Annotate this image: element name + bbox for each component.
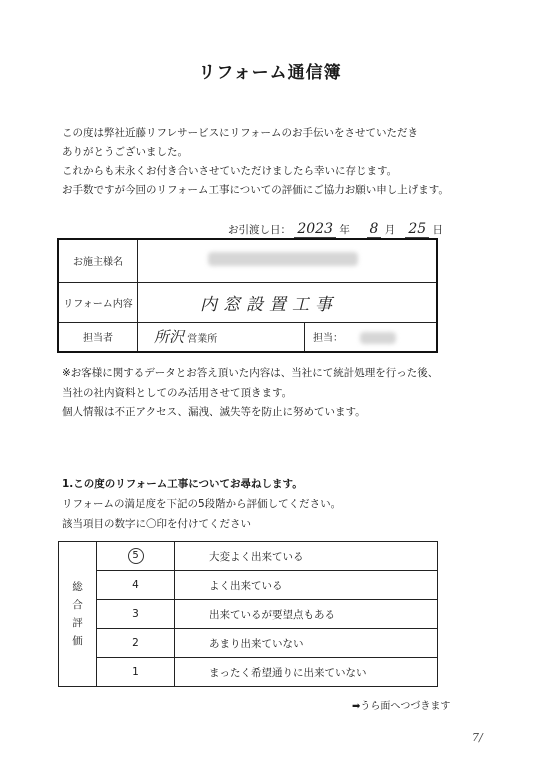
rating-row[interactable] <box>59 542 438 571</box>
month-unit: 月 <box>384 224 396 236</box>
rating-table <box>58 541 438 687</box>
handover-day[interactable]: 25 <box>405 221 429 238</box>
office-name: 所沢 <box>154 328 185 347</box>
reform-content-value: 内窓設置工事 <box>200 294 338 315</box>
customer-name-field[interactable] <box>138 239 438 282</box>
instruction-line: 該当項目の数字に〇印を付けてください <box>62 517 251 530</box>
intro-line: これからも末永くお付き合いさせていただけましたら幸いに存じます。 <box>62 165 398 177</box>
handover-label: お引渡し日： <box>228 224 291 236</box>
redacted-name <box>208 252 358 266</box>
customer-name-label: お施主様名 <box>58 239 138 282</box>
intro-line: お手数ですが今回のリフォーム工事についての評価にご協力お願い申し上げます。 <box>62 184 449 196</box>
year-unit: 年 <box>339 224 350 236</box>
redacted-person <box>360 332 396 344</box>
note-line: 個人情報は不正アクセス、漏洩、滅失等を防止に努めています。 <box>62 406 366 418</box>
rating-text: 出来ているが要望点もある <box>175 600 438 629</box>
note-line: 当社の社内資料としてのみ活用させて頂きます。 <box>62 386 293 399</box>
rating-number[interactable]: 3 <box>97 600 175 629</box>
office-field[interactable] <box>138 322 305 352</box>
person-label: 担当： <box>313 333 343 345</box>
note-line: ※お客様に関するデータとお答え頂いた内容は、当社にて統計処理を行った後、 <box>62 367 439 379</box>
rating-text: あまり出来ていない <box>175 629 438 658</box>
instruction-line: リフォームの満足度を下記の5段階から評価してください。 <box>62 498 342 510</box>
rating-number[interactable]: 4 <box>97 571 175 600</box>
continue-note: ➡うら面へつづきます <box>352 701 451 712</box>
reform-content-field[interactable] <box>138 282 438 322</box>
intro-line: ありがとうございました。 <box>62 146 188 158</box>
day-unit: 日 <box>432 224 443 236</box>
handover-date <box>228 221 443 238</box>
question-heading: 1.この度のリフォーム工事についてお尋ねします。 <box>62 478 303 490</box>
page-number: 7/ <box>472 731 483 744</box>
rating-number[interactable]: 1 <box>97 658 175 687</box>
privacy-notes <box>62 364 438 423</box>
rating-number-selected[interactable] <box>97 542 175 571</box>
overall-rating-label: 総 合 評 価 <box>59 542 97 687</box>
rating-row[interactable] <box>59 629 438 658</box>
rating-text: まったく希望通りに出来ていない <box>175 658 438 687</box>
staff-label: 担当者 <box>58 322 138 352</box>
handover-month[interactable]: 8 <box>367 221 382 238</box>
rating-text: よく出来ている <box>175 571 438 600</box>
rating-row[interactable] <box>59 571 438 600</box>
office-suffix: 営業所 <box>187 334 218 346</box>
question-instructions <box>62 495 341 534</box>
rating-row[interactable] <box>59 658 438 687</box>
reform-content-label: リフォーム内容 <box>58 282 138 322</box>
intro-line: この度は弊社近藤リフレサービスにリフォームのお手伝いをさせていただき <box>62 127 419 139</box>
intro-text <box>62 124 449 200</box>
rating-row[interactable] <box>59 600 438 629</box>
handover-year[interactable]: 2023 <box>294 221 336 238</box>
document-title: リフォーム通信簿 <box>198 63 342 83</box>
person-field[interactable] <box>305 322 438 352</box>
rating-number[interactable]: 2 <box>97 629 175 658</box>
customer-info-table <box>57 238 438 353</box>
selected-circle: 5 <box>128 548 144 564</box>
rating-text: 大変よく出来ている <box>175 542 438 571</box>
